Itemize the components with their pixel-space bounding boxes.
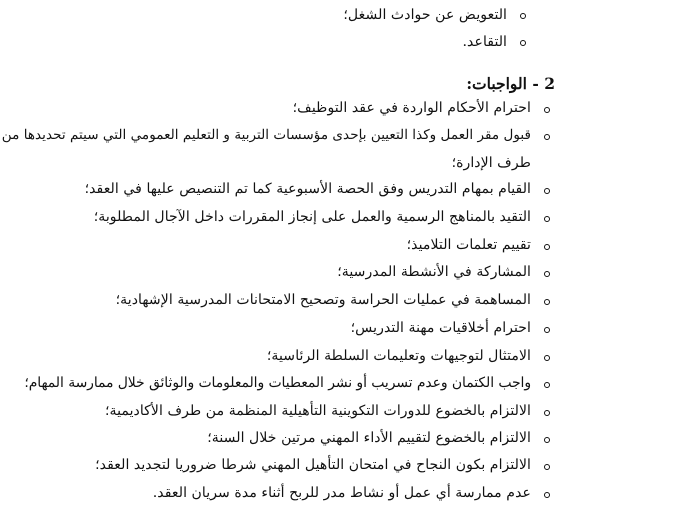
section-title: الواجبات: [466, 74, 527, 93]
section-separator: - [526, 74, 545, 93]
list-item: الالتزام بكون النجاح في امتحان التأهيل المهني شرطا ضروريا لتجديد العقد؛ [95, 457, 531, 473]
list-item: المساهمة في عمليات الحراسة وتصحيح الامتحانات المدرسية الإشهادية؛ [115, 292, 531, 308]
list-item-continuation: طرف الإدارة؛ [451, 155, 531, 171]
list-item: الالتزام بالخضوع للدورات التكوينية التأهيلية المنظمة من طرف الأكاديمية؛ [104, 403, 531, 419]
list-item: القيام بمهام التدريس وفق الحصة الأسبوعية كما تم التنصيص عليها في العقد؛ [84, 181, 531, 197]
list-item: عدم ممارسة أي عمل أو نشاط مدر للربح أثناء مدة سريان العقد. [152, 485, 531, 501]
section-heading [466, 74, 555, 93]
section-number: 2 [544, 74, 555, 93]
list-item: تقييم تعلمات التلاميذ؛ [406, 237, 531, 253]
list-item: واجب الكتمان وعدم تسريب أو نشر المعطيات والمعلومات والوثائق خلال ممارسة المهام؛ [24, 375, 531, 391]
list-item: التقاعد. [462, 34, 507, 50]
list-item: التقيد بالمناهج الرسمية والعمل على إنجاز المقررات داخل الآجال المطلوبة؛ [93, 209, 531, 225]
list-item: قبول مقر العمل وكذا التعيين بإحدى مؤسسات التربية و التعليم العمومي التي سيتم تحديدها من [1, 127, 531, 143]
list-item: الالتزام بالخضوع لتقييم الأداء المهني مرتين خلال السنة؛ [207, 430, 531, 446]
list-item: احترام الأحكام الواردة في عقد التوظيف؛ [292, 100, 531, 116]
list-item: المشاركة في الأنشطة المدرسية؛ [337, 264, 531, 280]
list-item: الامتثال لتوجيهات وتعليمات السلطة الرئاسية؛ [266, 348, 531, 364]
list-item: التعويض عن حوادث الشغل؛ [343, 7, 507, 23]
list-item: احترام أخلاقيات مهنة التدريس؛ [350, 320, 531, 336]
